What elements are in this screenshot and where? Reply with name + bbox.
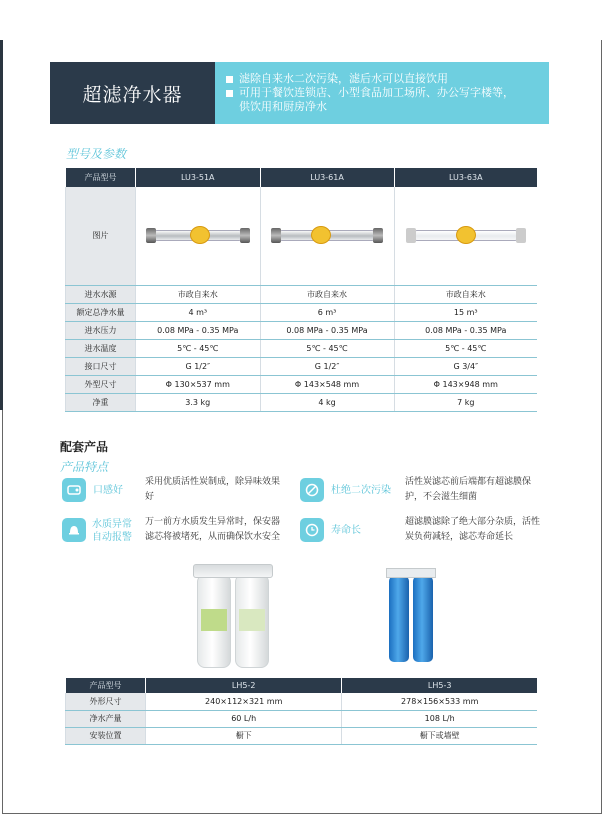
filter-housing [197,574,231,668]
filter-label [201,609,227,631]
clock-icon [300,518,324,542]
header-bullet-continuation: 供饮用和厨房净水 [239,100,327,113]
blue-housing [413,576,433,662]
feature-desc: 活性炭滤芯前后端都有超滤膜保护，不会滋生细菌 [405,477,532,502]
pk-row [66,710,538,727]
spec-section-title: 型号及参数 [66,147,127,161]
feature-name: 寿命长 [331,525,361,536]
pk-row-label: 安装位置 [66,727,146,744]
twin-filter-image [193,564,273,668]
filter-housing [235,574,269,668]
spec-row-label: 净重 [66,393,136,411]
ultrafilter-image [146,223,250,247]
pk-header-label: 产品型号 [66,678,146,693]
spec-cell: 5℃ - 45℃ [394,339,537,357]
spec-cell: 5℃ - 45℃ [260,339,394,357]
pk-header-row [66,678,538,693]
mouth-icon [62,478,86,502]
spec-row [66,321,538,339]
spec-cell: 市政自来水 [394,285,537,303]
spec-header-row [66,168,538,187]
pk-row [66,727,538,744]
filter-bracket [193,564,273,578]
spec-cell: 0.08 MPa - 0.35 MPa [394,321,537,339]
ultrafilter-image [406,223,526,247]
spec-cell: G 3/4″ [394,357,537,375]
spec-cell: 7 kg [394,393,537,411]
ultrafilter-image [271,223,383,247]
spec-cell: 0.08 MPa - 0.35 MPa [136,321,261,339]
spec-row [66,393,538,411]
pk-row-label: 外形尺寸 [66,693,146,710]
spec-table [65,168,537,412]
pk-cell: 240×112×321 mm [146,693,342,710]
feature-name: 水质异常自动报警 [92,519,132,543]
pk-cell: 278×156×533 mm [342,693,537,710]
bell-icon [62,518,86,542]
spec-row-label: 进水水源 [66,285,136,303]
spec-row [66,303,538,321]
spec-model: LU3-63A [394,168,537,187]
spec-row [66,285,538,303]
spec-cell: 6 m³ [260,303,394,321]
features-title: 产品特点 [60,460,109,474]
spec-row [66,375,538,393]
spec-cell: 市政自来水 [136,285,261,303]
spec-cell: Φ 143×948 mm [394,375,537,393]
spec-model: LU3-61A [260,168,394,187]
product-image-cell [136,187,261,285]
header-bullet-text: 滤除自来水二次污染，滤后水可以直接饮用 [239,72,448,85]
spec-cell: Φ 130×537 mm [136,375,261,393]
spec-row-label: 图片 [66,187,136,285]
spec-cell: 市政自来水 [260,285,394,303]
spec-model: LU3-51A [136,168,261,187]
feature-desc: 超滤膜滤除了绝大部分杂质，活性炭负荷减轻，滤芯寿命延长 [405,517,541,542]
spec-row-label: 接口尺寸 [66,357,136,375]
accessories-title: 配套产品 [60,440,109,454]
feature-name: 杜绝二次污染 [331,485,391,496]
bullet-square-icon [226,90,233,97]
spec-cell: Φ 143×548 mm [260,375,394,393]
pk-row-label: 净水产量 [66,710,146,727]
pk-model: LH5-3 [342,678,537,693]
spec-row [66,339,538,357]
spec-row-label: 进水压力 [66,321,136,339]
spec-cell: 3.3 kg [136,393,261,411]
spec-cell: 15 m³ [394,303,537,321]
spec-row-label: 进水温度 [66,339,136,357]
page-title: 超滤净水器 [50,62,215,124]
header-bullet [226,72,544,86]
spec-cell: 5℃ - 45℃ [136,339,261,357]
feature-name: 口感好 [93,485,123,496]
no-entry-icon [300,478,324,502]
spec-image-row [66,187,538,285]
spec-cell: 4 m³ [136,303,261,321]
pk-model: LH5-2 [146,678,342,693]
pk-cell: 108 L/h [342,710,537,727]
bullet-square-icon [226,76,233,83]
accessory-table [65,678,537,745]
spec-cell: G 1/2″ [136,357,261,375]
feature-desc: 采用优质活性炭制成，除异味效果好 [145,477,281,502]
spec-row-label: 额定总净水量 [66,303,136,321]
feature-desc: 万一前方水质发生异常时，保安器滤芯将被堵死，从而确保饮水安全 [145,517,281,542]
filter-bracket [386,568,436,578]
spec-cell: 4 kg [260,393,394,411]
pk-cell: 60 L/h [146,710,342,727]
header-bullet-text: 可用于餐饮连锁店、小型食品加工场所、办公写字楼等， [239,86,514,99]
spec-header-label: 产品型号 [66,168,136,187]
blue-housing [389,576,409,662]
spec-cell: G 1/2″ [260,357,394,375]
product-image-cell [260,187,394,285]
pk-row [66,693,538,710]
header-bullets [226,72,544,114]
spec-row [66,357,538,375]
pk-cell: 橱下或墙壁 [342,727,537,744]
left-accent-bar [0,40,3,410]
spec-cell: 0.08 MPa - 0.35 MPa [260,321,394,339]
header-bullet [226,86,544,100]
blue-filter-image [386,566,436,664]
product-image-cell [394,187,537,285]
header-band [50,62,549,124]
pk-cell: 橱下 [146,727,342,744]
spec-row-label: 外型尺寸 [66,375,136,393]
filter-label [239,609,265,631]
